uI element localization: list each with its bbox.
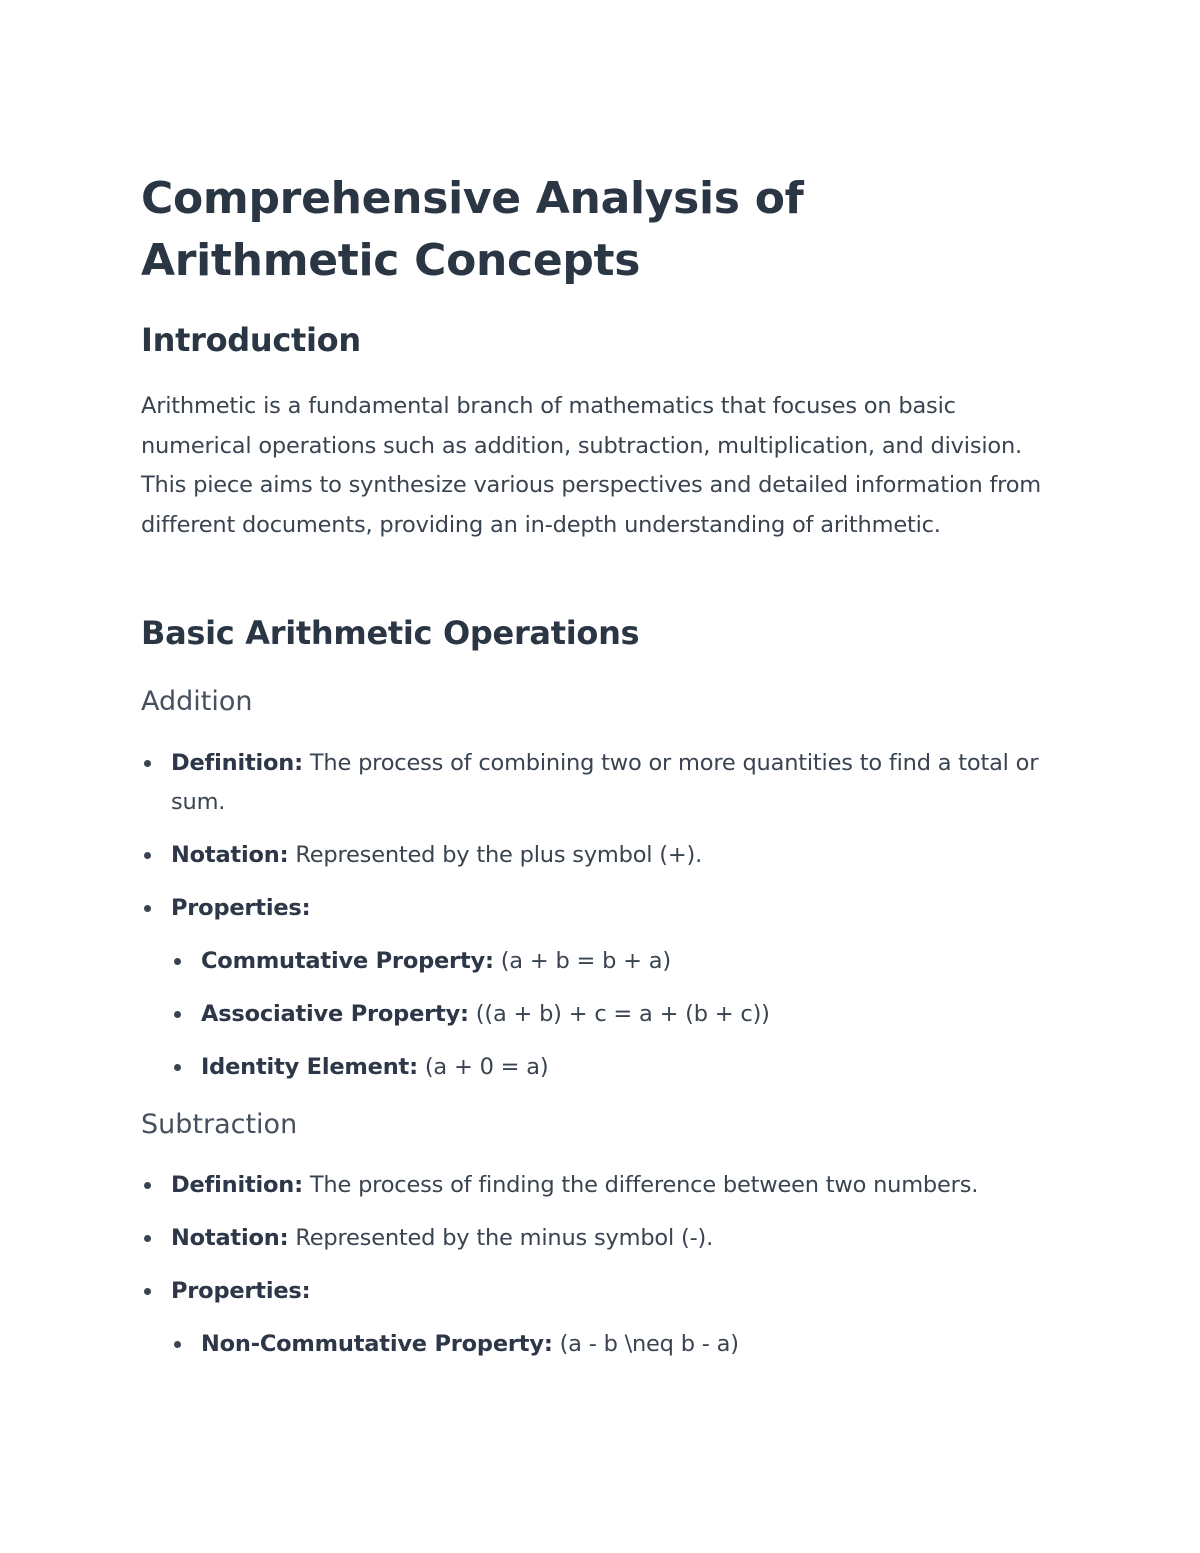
bullet-icon (144, 1235, 151, 1242)
property-term: Identity Element: (201, 1054, 418, 1080)
introduction-paragraph: Arithmetic is a fundamental branch of mathematics that focuses on basic numerical operations such as addition, subtraction, multiplication, and division. This piece aims to synthesize various perspectives and detailed information from different documents, providing an in-depth understanding of arithmetic. (141, 393, 1042, 538)
bullet-icon (174, 1341, 181, 1348)
bullet-icon (144, 1182, 151, 1189)
list-item (141, 1325, 1061, 1364)
subtraction-list (141, 1166, 1061, 1364)
property-term: Associative Property: (201, 1001, 469, 1027)
definition-text: The process of finding the difference between two numbers. (302, 1172, 979, 1198)
introduction-heading: Introduction (141, 321, 361, 359)
notation-term: Notation: (171, 842, 289, 868)
list-item (141, 889, 1041, 928)
property-term: Commutative Property: (201, 948, 494, 974)
bullet-icon (144, 760, 151, 767)
document-title: Comprehensive Analysis of Arithmetic Concepts (141, 173, 804, 286)
list-item (141, 995, 1041, 1034)
bullet-icon (174, 1011, 181, 1018)
notation-term: Notation: (171, 1225, 289, 1251)
properties-term: Properties: (171, 1278, 311, 1304)
bullet-icon (144, 905, 151, 912)
definition-text: The process of combining two or more quantities to find a total or sum. (171, 750, 1039, 815)
list-item (141, 1272, 1061, 1311)
bullet-icon (144, 852, 151, 859)
property-text: ((a + b) + c = a + (b + c)) (468, 1001, 770, 1027)
basic-operations-heading: Basic Arithmetic Operations (141, 614, 640, 652)
property-text: (a - b \neq b - a) (552, 1331, 739, 1357)
list-item (141, 1166, 1061, 1205)
subtraction-heading: Subtraction (141, 1109, 298, 1140)
addition-heading: Addition (141, 686, 253, 717)
bullet-icon (174, 1064, 181, 1071)
property-text: (a + 0 = a) (417, 1054, 549, 1080)
notation-text: Represented by the minus symbol (-). (288, 1225, 714, 1251)
definition-term: Definition: (171, 1172, 303, 1198)
definition-term: Definition: (171, 750, 303, 776)
list-item (141, 744, 1041, 822)
properties-term: Properties: (171, 895, 311, 921)
bullet-icon (144, 1288, 151, 1295)
list-item (141, 836, 1041, 875)
list-item (141, 1048, 1041, 1087)
list-item (141, 942, 1041, 981)
property-term: Non-Commutative Property: (201, 1331, 553, 1357)
addition-list (141, 744, 1041, 1087)
property-text: (a + b = b + a) (493, 948, 671, 974)
bullet-icon (174, 958, 181, 965)
notation-text: Represented by the plus symbol (+). (288, 842, 703, 868)
list-item (141, 1219, 1061, 1258)
